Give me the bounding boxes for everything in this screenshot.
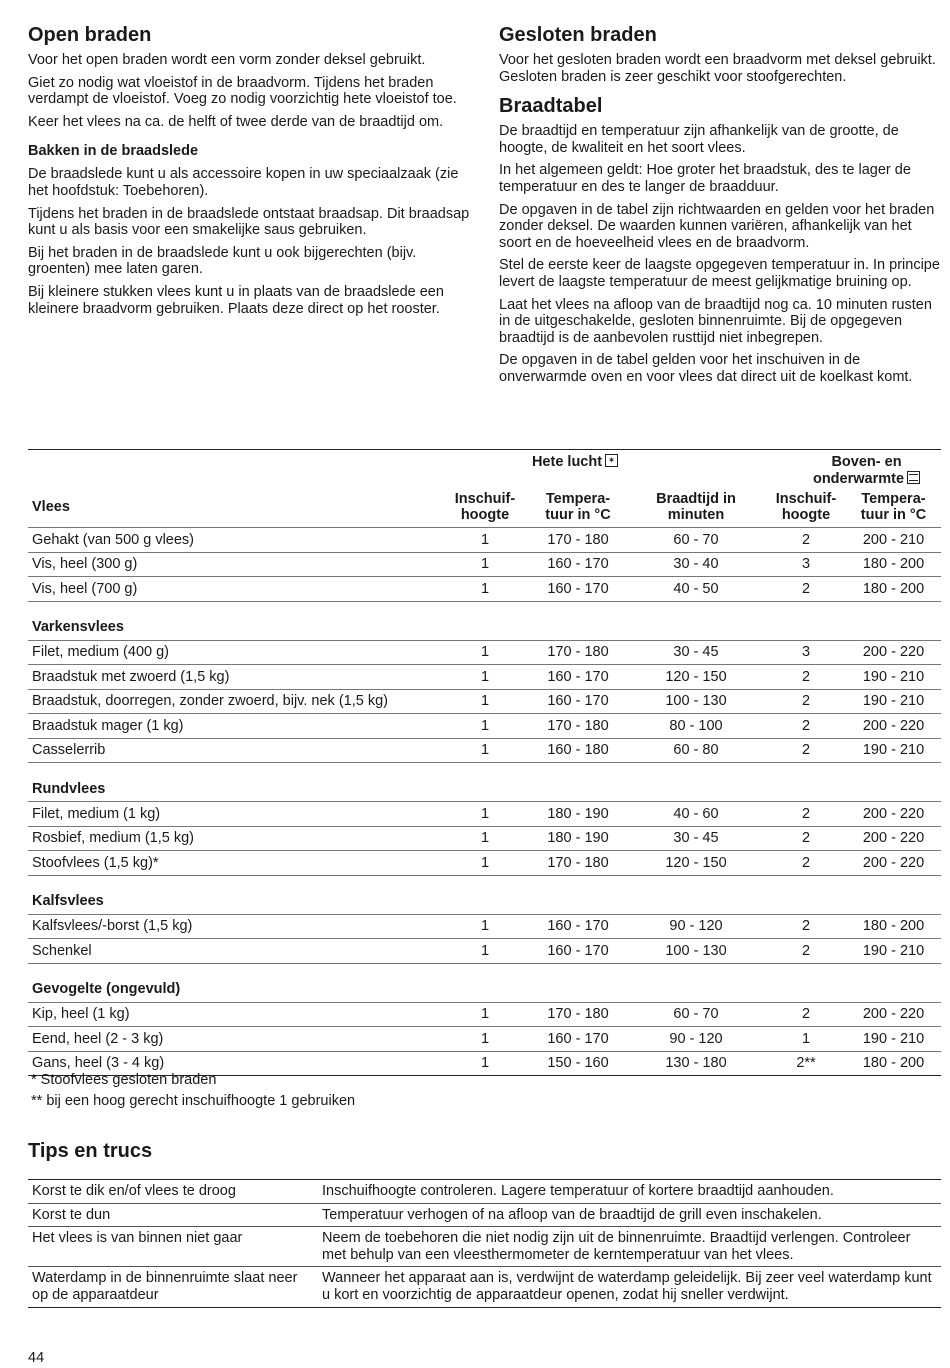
meat-cell: Filet, medium (1 kg) — [28, 802, 440, 827]
table-category-row — [28, 601, 941, 640]
table-row — [28, 851, 941, 876]
col-header-meat: Vlees — [32, 498, 70, 515]
time-cell: 60 - 80 — [626, 738, 766, 763]
temp-cell: 160 - 170 — [530, 665, 626, 690]
shelf-cell: 1 — [440, 826, 530, 851]
col-header-temp: Tempera- tuur in °C — [545, 490, 611, 524]
shelf-2-cell: 2 — [766, 738, 846, 763]
category-label: Rundvlees — [28, 763, 941, 802]
shelf-cell: 1 — [440, 528, 530, 553]
shelf-cell: 1 — [440, 914, 530, 939]
group-hot-air: Hete lucht✶ — [440, 450, 766, 488]
hot-air-fan-icon — [605, 454, 618, 467]
paragraph: Bij kleinere stukken vlees kunt u in plaats van de braadslede een kleinere braadvorm gebruiken. Plaats deze direct op het rooster. — [28, 283, 444, 317]
temp-2-cell: 180 - 200 — [846, 914, 941, 939]
time-cell: 40 - 50 — [626, 577, 766, 602]
footnote: ** bij een hoog gerecht inschuifhoogte 1 gebruiken — [31, 1093, 356, 1109]
shelf-cell: 1 — [440, 1002, 530, 1027]
paragraph: In het algemeen geldt: Hoe groter het braadstuk, des te lager de temperatuur en des te langer de braadduur. — [499, 162, 911, 195]
meat-cell: Gans, heel (3 - 4 kg) — [28, 1051, 440, 1076]
temp-cell: 160 - 170 — [530, 939, 626, 964]
table-row — [28, 552, 941, 577]
temp-2-cell: 180 - 200 — [846, 552, 941, 577]
shelf-cell: 1 — [440, 939, 530, 964]
time-cell: 80 - 100 — [626, 714, 766, 739]
meat-cell: Vis, heel (700 g) — [28, 577, 440, 602]
temp-2-cell: 180 - 200 — [846, 1051, 941, 1076]
table-row — [28, 577, 941, 602]
shelf-2-cell: 2** — [766, 1051, 846, 1076]
meat-cell: Stoofvlees (1,5 kg)* — [28, 851, 440, 876]
table-category-row — [28, 763, 941, 802]
time-cell: 30 - 40 — [626, 552, 766, 577]
col-header-shelf-2: Inschuif- hoogte — [775, 490, 837, 524]
temp-cell: 150 - 160 — [530, 1051, 626, 1076]
meat-cell: Braadstuk met zwoerd (1,5 kg) — [28, 665, 440, 690]
tip-solution: Neem de toebehoren die niet nodig zijn uit de binnenruimte. Braadtijd verlengen. Controleer met behulp van een vleesthermometer de kerntemperatuur van het vlees. — [318, 1227, 941, 1267]
meat-cell: Kalfsvlees/-borst (1,5 kg) — [28, 914, 440, 939]
category-label: Kalfsvlees — [28, 875, 941, 914]
time-cell: 100 - 130 — [626, 689, 766, 714]
top-bottom-heat-icon — [907, 471, 920, 484]
shelf-2-cell: 2 — [766, 577, 846, 602]
tips-table — [28, 1179, 941, 1308]
temp-cell: 180 - 190 — [530, 826, 626, 851]
paragraph: Stel de eerste keer de laagste opgegeven temperatuur in. In principe levert de laagste temperatuur de meest gelijkmatige bruining op. — [499, 257, 940, 290]
table-row — [28, 665, 941, 690]
temp-cell: 160 - 170 — [530, 552, 626, 577]
paragraph: De braadslede kunt u als accessoire kopen in uw speciaalzaak (zie het hoofdstuk: Toebehoren). — [28, 166, 459, 199]
temp-cell: 160 - 170 — [530, 1027, 626, 1052]
temp-2-cell: 200 - 220 — [846, 826, 941, 851]
paragraph: Voor het gesloten braden wordt een braadvorm met deksel gebruikt. Gesloten braden is zeer geschikt voor stoofgerechten. — [499, 52, 936, 85]
shelf-2-cell: 2 — [766, 939, 846, 964]
shelf-2-cell: 2 — [766, 914, 846, 939]
temp-cell: 160 - 170 — [530, 914, 626, 939]
table-column-header — [28, 487, 941, 528]
table-row — [28, 738, 941, 763]
shelf-cell: 1 — [440, 1027, 530, 1052]
col-header-shelf: Inschuif- hoogte — [454, 490, 516, 524]
tip-problem: Korst te dik en/of vlees te droog — [28, 1180, 318, 1204]
left-column — [28, 22, 476, 323]
temp-cell: 170 - 180 — [530, 851, 626, 876]
time-cell: 60 - 70 — [626, 528, 766, 553]
tip-problem: Het vlees is van binnen niet gaar — [28, 1227, 318, 1267]
col-header-time: Braadtijd in minuten — [656, 490, 736, 524]
meat-cell: Gehakt (van 500 g vlees) — [28, 528, 440, 553]
meat-cell: Rosbief, medium (1,5 kg) — [28, 826, 440, 851]
shelf-cell: 1 — [440, 689, 530, 714]
temp-2-cell: 200 - 220 — [846, 714, 941, 739]
temp-2-cell: 200 - 220 — [846, 802, 941, 827]
table-row — [28, 1002, 941, 1027]
table-category-row — [28, 875, 941, 914]
time-cell: 120 - 150 — [626, 665, 766, 690]
right-column — [499, 22, 941, 392]
section-title-open-braden: Open braden — [28, 24, 152, 46]
footnote: * Stoofvlees gesloten braden — [31, 1072, 217, 1088]
shelf-cell: 1 — [440, 665, 530, 690]
time-cell: 130 - 180 — [626, 1051, 766, 1076]
temp-cell: 170 - 180 — [530, 1002, 626, 1027]
shelf-2-cell: 2 — [766, 802, 846, 827]
paragraph: Tijdens het braden in de braadslede ontstaat braadsap. Dit braadsap kunt u als basis voor een smakelijke saus gebruiken. — [28, 205, 470, 239]
temp-cell: 160 - 170 — [530, 577, 626, 602]
temp-cell: 180 - 190 — [530, 802, 626, 827]
meat-cell: Schenkel — [28, 939, 440, 964]
temp-2-cell: 200 - 220 — [846, 1002, 941, 1027]
paragraph: De opgaven in de tabel gelden voor het inschuiven in de onverwarmde oven en voor vlees dat direct uit de koelkast komt. — [499, 352, 913, 385]
tip-solution: Temperatuur verhogen of na afloop van de braadtijd de grill even inschakelen. — [318, 1203, 941, 1227]
group-top-bottom-heat: Boven- en onderwarmte — [766, 450, 941, 488]
meat-cell: Eend, heel (2 - 3 kg) — [28, 1027, 440, 1052]
paragraph: De braadtijd en temperatuur zijn afhankelijk van de grootte, de hoogte, de kwaliteit en het soort vlees. — [499, 123, 899, 156]
shelf-cell: 1 — [440, 738, 530, 763]
paragraph: Laat het vlees na afloop van de braadtijd nog ca. 10 minuten rusten in de uitgeschakelde, gesloten binnenruimte. Bij de opgegeven braadtijd is de aanbevolen rusttijd niet inbegrepen. — [499, 296, 932, 346]
section-title-tips: Tips en trucs — [28, 1140, 153, 1162]
shelf-cell: 1 — [440, 1051, 530, 1076]
temp-cell: 170 - 180 — [530, 714, 626, 739]
table-footnotes — [31, 1070, 355, 1112]
table-row — [28, 689, 941, 714]
table-row — [28, 714, 941, 739]
shelf-2-cell: 2 — [766, 689, 846, 714]
table-category-row — [28, 963, 941, 1002]
section-title-gesloten-braden: Gesloten braden — [499, 24, 657, 46]
meat-cell: Kip, heel (1 kg) — [28, 1002, 440, 1027]
paragraph: Voor het open braden wordt een vorm zonder deksel gebruikt. — [28, 52, 426, 68]
shelf-cell: 1 — [440, 851, 530, 876]
page-number: 44 — [28, 1350, 45, 1366]
temp-cell: 170 - 180 — [530, 528, 626, 553]
time-cell: 60 - 70 — [626, 1002, 766, 1027]
paragraph: Bij het braden in de braadslede kunt u ook bijgerechten (bijv. groenten) mee laten garen. — [28, 244, 417, 278]
tip-solution: Inschuifhoogte controleren. Lagere temperatuur of kortere braadtijd aanhouden. — [318, 1180, 941, 1204]
temp-2-cell: 200 - 220 — [846, 851, 941, 876]
temp-2-cell: 200 - 210 — [846, 528, 941, 553]
table-row — [28, 640, 941, 665]
shelf-cell: 1 — [440, 802, 530, 827]
table-row — [28, 1027, 941, 1052]
shelf-cell: 1 — [440, 552, 530, 577]
shelf-2-cell: 1 — [766, 1027, 846, 1052]
meat-cell: Casselerrib — [28, 738, 440, 763]
table-row — [28, 939, 941, 964]
time-cell: 100 - 130 — [626, 939, 766, 964]
category-label: Varkensvlees — [28, 601, 941, 640]
temp-cell: 160 - 170 — [530, 689, 626, 714]
time-cell: 90 - 120 — [626, 914, 766, 939]
shelf-cell: 1 — [440, 640, 530, 665]
temp-2-cell: 190 - 210 — [846, 689, 941, 714]
col-header-temp-2: Tempera- tuur in °C — [860, 490, 927, 524]
paragraph: De opgaven in de tabel zijn richtwaarden en gelden voor het braden zonder deksel. De waarden kunnen variëren, afhankelijk van het soort en de hoeveelheid vlees en de braadvorm. — [499, 201, 935, 251]
shelf-2-cell: 3 — [766, 640, 846, 665]
time-cell: 40 - 60 — [626, 802, 766, 827]
table-row — [28, 826, 941, 851]
time-cell: 120 - 150 — [626, 851, 766, 876]
shelf-2-cell: 3 — [766, 552, 846, 577]
shelf-2-cell: 2 — [766, 714, 846, 739]
meat-cell: Vis, heel (300 g) — [28, 552, 440, 577]
shelf-2-cell: 2 — [766, 1002, 846, 1027]
tips-row — [28, 1180, 941, 1204]
tips-row — [28, 1227, 941, 1267]
table-group-header — [28, 450, 941, 488]
tip-problem: Waterdamp in de binnenruimte slaat neer op de apparaatdeur — [28, 1267, 318, 1307]
table-row — [28, 802, 941, 827]
temp-cell: 170 - 180 — [530, 640, 626, 665]
tip-solution: Wanneer het apparaat aan is, verdwijnt de waterdamp geleidelijk. Bij zeer veel waterdamp kunt u kort en voorzichtig de apparaatdeur openen, zodat hij sneller verdwijnt. — [318, 1267, 941, 1307]
time-cell: 30 - 45 — [626, 640, 766, 665]
paragraph: Giet zo nodig wat vloeistof in de braadvorm. Tijdens het braden verdampt de vloeistof. Voeg zo nodig voorzichtig hete vloeistof toe. — [28, 74, 457, 108]
table-row — [28, 914, 941, 939]
shelf-2-cell: 2 — [766, 826, 846, 851]
tip-problem: Korst te dun — [28, 1203, 318, 1227]
shelf-cell: 1 — [440, 577, 530, 602]
category-label: Gevogelte (ongevuld) — [28, 963, 941, 1002]
temp-2-cell: 190 - 210 — [846, 1027, 941, 1052]
temp-cell: 160 - 180 — [530, 738, 626, 763]
shelf-2-cell: 2 — [766, 851, 846, 876]
temp-2-cell: 190 - 210 — [846, 665, 941, 690]
meat-cell: Braadstuk, doorregen, zonder zwoerd, bijv. nek (1,5 kg) — [28, 689, 440, 714]
shelf-2-cell: 2 — [766, 528, 846, 553]
table-row — [28, 528, 941, 553]
meat-cell: Braadstuk mager (1 kg) — [28, 714, 440, 739]
shelf-2-cell: 2 — [766, 665, 846, 690]
subsection-title-braadslede: Bakken in de braadslede — [28, 143, 199, 160]
temp-2-cell: 200 - 220 — [846, 640, 941, 665]
roasting-table — [28, 449, 941, 1076]
time-cell: 90 - 120 — [626, 1027, 766, 1052]
paragraph: Keer het vlees na ca. de helft of twee derde van de braadtijd om. — [28, 113, 444, 130]
tips-row — [28, 1203, 941, 1227]
shelf-cell: 1 — [440, 714, 530, 739]
time-cell: 30 - 45 — [626, 826, 766, 851]
temp-2-cell: 190 - 210 — [846, 939, 941, 964]
temp-2-cell: 190 - 210 — [846, 738, 941, 763]
temp-2-cell: 180 - 200 — [846, 577, 941, 602]
tips-row — [28, 1267, 941, 1307]
meat-cell: Filet, medium (400 g) — [28, 640, 440, 665]
section-title-braadtabel: Braadtabel — [499, 95, 603, 118]
